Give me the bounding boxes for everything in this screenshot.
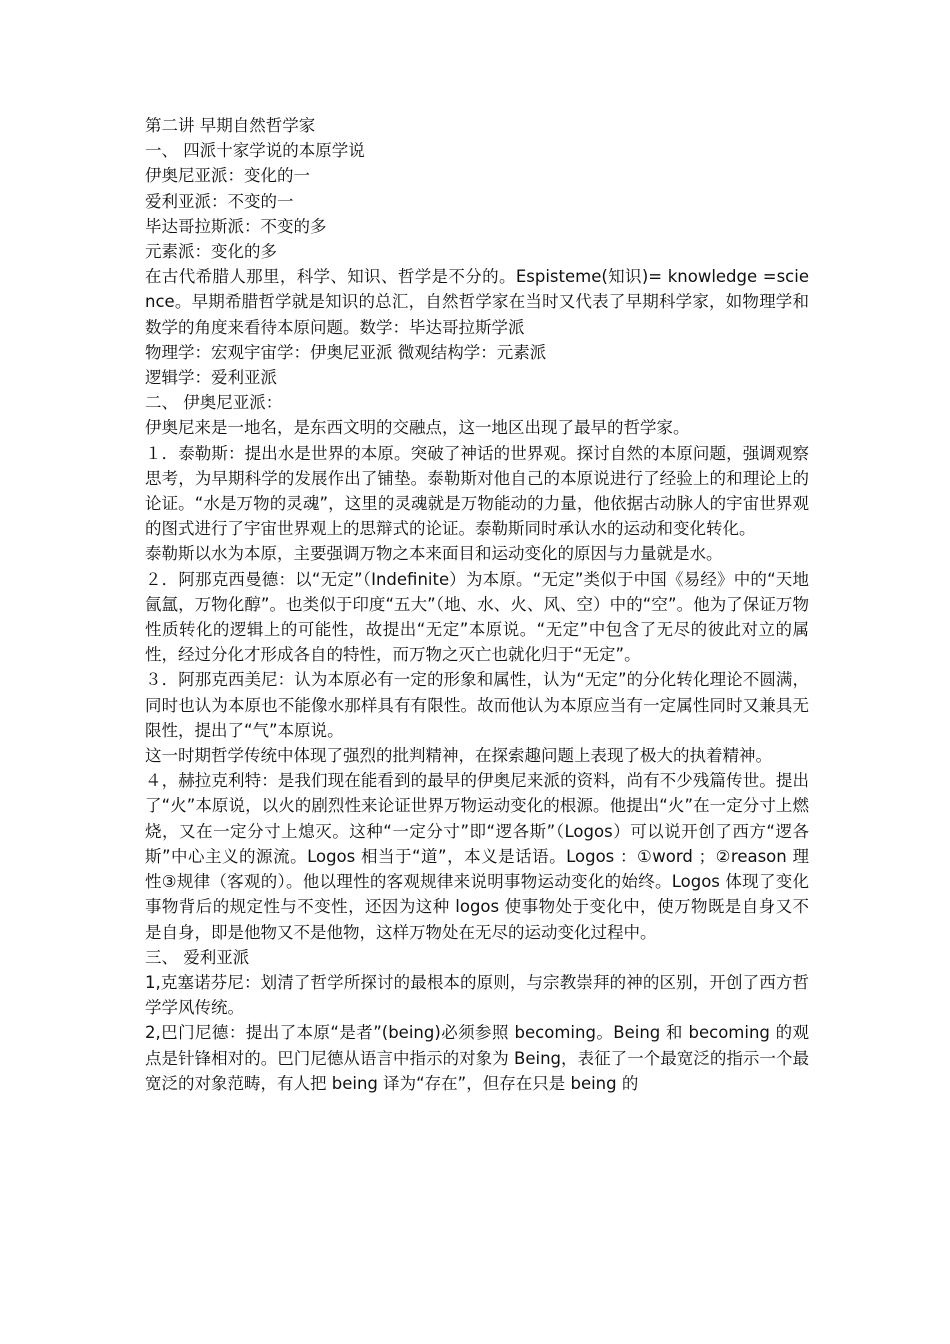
paragraph: 爱利亚派：不变的一: [145, 191, 294, 211]
lecture-title: 第二讲 早期自然哲学家: [145, 116, 316, 135]
paragraph: 逻辑学：爱利亚派: [145, 368, 277, 388]
paragraph: 这一时期哲学传统中体现了强烈的批判精神，在探索趣问题上表现了极大的执着精神。: [145, 746, 772, 766]
paragraph: 毕达哥拉斯派：不变的多: [145, 216, 327, 236]
paragraph: ３．阿那克西美尼：认为本原必有一定的形象和属性，认为“无定”的分化转化理论不圆满，同时也认为本原也不能像水那样具有有限性。故而他认为本原应当有一定属性同时又兼具无限性，提出了“气”本原说。: [145, 670, 809, 740]
paragraph: 泰勒斯以水为本原，主要强调万物之本来面目和运动变化的原因与力量就是水。: [145, 544, 723, 564]
paragraph: 1,克塞诺芬尼：划清了哲学所探讨的最根本的原则，与宗教崇拜的神的区别，开创了西方哲学学风传统。: [145, 972, 809, 1018]
section-heading-2: 二、 伊奥尼亚派：: [145, 393, 283, 413]
paragraph: 在古代希腊人那里，科学、知识、哲学是不分的。Espisteme(知识)= knowledge =science。早期希腊哲学就是知识的总汇，自然哲学家在当时又代表了早期科学家，如物理学和数学的角度来看待本原问题。数学：毕达哥拉斯学派: [145, 267, 809, 337]
paragraph: ４，赫拉克利特：是我们现在能看到的最早的伊奥尼来派的资料，尚有不少残篇传世。提出了“火”本原说，以火的剧烈性来论证世界万物运动变化的根源。他提出“火”在一定分寸上燃烧，又在一定分寸上熄灭。这种“一定分寸”即“逻各斯”（Logos）可以说开创了西方“逻各斯”中心主义的源流。Logos 相当于“道”，本义是话语。Logos ：①word ；②reason 理性③规律（客观的）。他以理性的客观规律来说明事物运动变化的始终。Logos 体现了变化事物背后的规定性与不变性，还因为这种 logos 使事物处于变化中，使万物既是自身又不是自身，即是他物又不是他物，这样万物处在无尽的运动变化过程中。: [145, 771, 809, 942]
document-body: [145, 113, 809, 1096]
paragraph: 伊奥尼亚派：变化的一: [145, 166, 310, 186]
paragraph: 伊奥尼来是一地名，是东西文明的交融点，这一地区出现了最早的哲学家。: [145, 418, 690, 438]
paragraph: ２．阿那克西曼德：以“无定”（Indefinite）为本原。“无定”类似于中国《易经》中的“天地氤氲，万物化醇”。也类似于印度“五大”（地、水、火、风、空）中的“空”。他为了保证万物性质转化的逻辑上的可能性，故提出“无定”本原说。“无定”中包含了无尽的彼此对立的属性，经过分化才形成各自的特性，而万物之灭亡也就化归于“无定”。: [145, 569, 809, 665]
paragraph: 元素派：变化的多: [145, 242, 277, 262]
paragraph: １．泰勒斯：提出水是世界的本原。突破了神话的世界观。探讨自然的本原问题，强调观察思考，为早期科学的发展作出了铺垫。泰勒斯对他自己的本原说进行了经验上的和理论上的论证。“水是万物的灵魂”，这里的灵魂就是万物能动的力量，他依据古动脉人的宇宙世界观的图式进行了宇宙世界观上的思辩式的论证。泰勒斯同时承认水的运动和变化转化。: [145, 443, 809, 539]
section-heading-1: 一、 四派十家学说的本原学说: [145, 141, 365, 161]
paragraph: 物理学：宏观宇宙学：伊奥尼亚派 微观结构学：元素派: [145, 342, 547, 362]
section-heading-3: 三、 爱利亚派: [145, 947, 250, 967]
paragraph: 2,巴门尼德：提出了本原“是者”(being)必须参照 becoming。Being 和 becoming 的观点是针锋相对的。巴门尼德从语言中指示的对象为 Being，表征了一个最宽泛的指示一个最宽泛的对象范畴，有人把 being 译为“存在”，但存在只是 being 的: [145, 1023, 809, 1093]
